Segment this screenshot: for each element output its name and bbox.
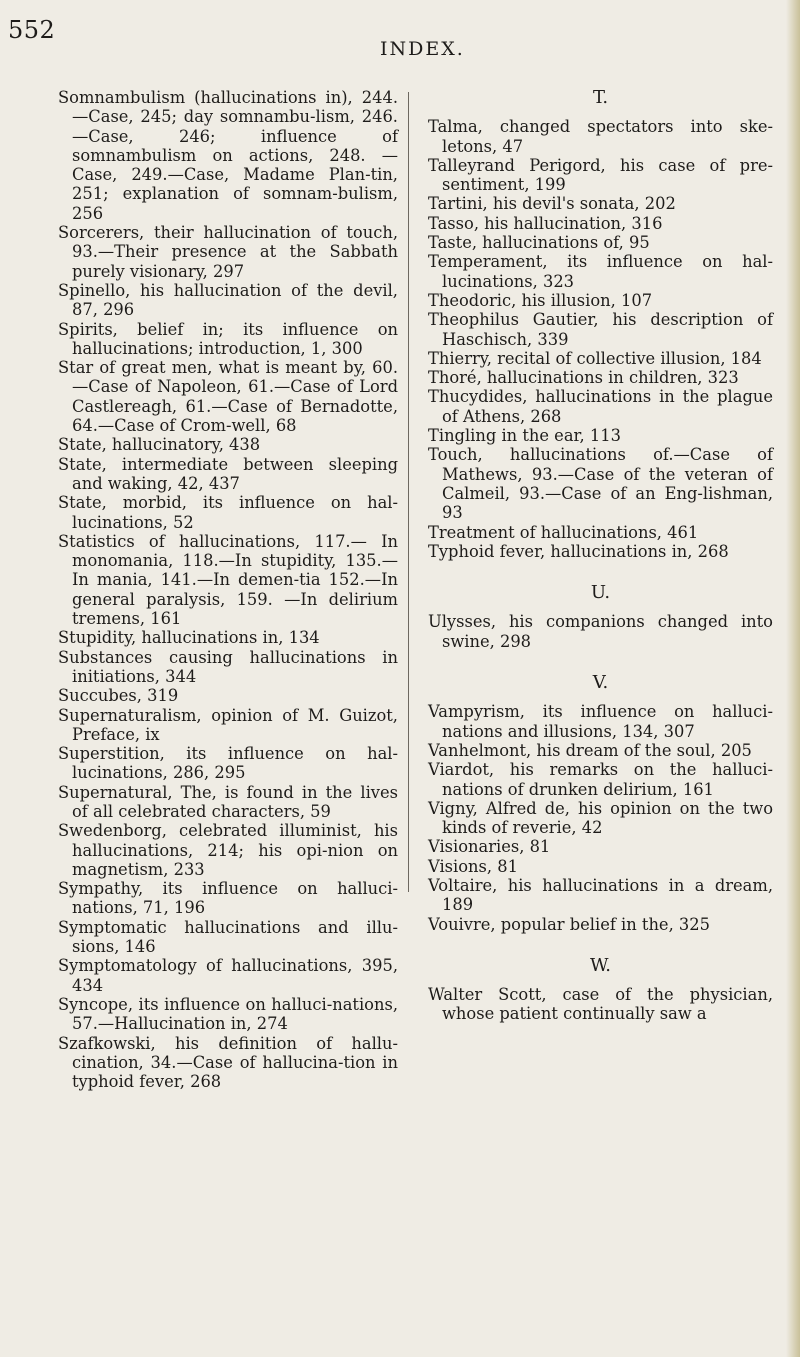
index-entry: Treatment of hallucinations, 461 [428, 522, 699, 542]
index-entry: Symptomatology of hallucinations, 395, 434 [58, 956, 398, 995]
index-entry: Szafkowski, his definition of hallu-cination, 34.—Case of hallucina-tion in typhoid fever, 268 [58, 1033, 398, 1092]
index-entry: Vigny, Alfred de, his opinion on the two kinds of reverie, 42 [428, 798, 773, 838]
index-entry: Tasso, his hallucination, 316 [428, 213, 663, 233]
index-entry: State, hallucinatory, 438 [58, 435, 261, 455]
index-entry: Vampyrism, its influence on halluci-nations and illusions, 134, 307 [428, 702, 773, 741]
page-edge [786, 0, 800, 1357]
index-entry: Star of great men, what is meant by, 60.—Case of Napoleon, 61.—Case of Lord Castlereagh, 61.—Case of Bernadotte, 64.—Case of Crom-well, 68 [58, 358, 398, 436]
index-entry: Vouivre, popular belief in the, 325 [428, 914, 710, 934]
index-entry: Touch, hallucinations of.—Case of Mathews, 93.—Case of the veteran of Calmeil, 93.—Case of an Eng-lishman, 93 [428, 445, 773, 523]
index-entry: Taste, hallucinations of, 95 [428, 233, 650, 253]
index-entry: Ulysses, his companions changed into swine, 298 [428, 612, 773, 651]
index-entry: Supernaturalism, opinion of M. Guizot, Preface, ix [58, 705, 398, 744]
left-column [58, 88, 398, 1091]
column-divider [408, 92, 409, 892]
index-entry: Vanhelmont, his dream of the soul, 205 [428, 740, 752, 760]
index-entry: Superstition, its influence on hal-lucinations, 286, 295 [58, 744, 398, 783]
right-column [428, 88, 773, 1024]
index-entry: Tingling in the ear, 113 [428, 426, 621, 446]
index-entry: Visions, 81 [428, 856, 518, 876]
index-entry: Somnambulism (hallucinations in), 244.—Case, 245; day somnambu-lism, 246.—Case, 246; influence of somnambulism on actions, 248. —Case, 249.—Case, Madame Plan-tin, 251; explanation of somnam-bulism, 256 [58, 88, 398, 223]
index-entry: State, morbid, its influence on hal-lucinations, 52 [58, 493, 398, 532]
index-entry: Symptomatic hallucinations and illu-sions, 146 [58, 917, 398, 957]
index-entry: State, intermediate between sleeping and waking, 42, 437 [58, 454, 398, 493]
index-entry: Thoré, hallucinations in children, 323 [428, 368, 739, 388]
index-entry: Thierry, recital of collective illusion, 184 [428, 348, 762, 368]
index-entry: Sympathy, its influence on halluci-nations, 71, 196 [58, 879, 398, 918]
index-entry: Succubes, 319 [58, 686, 179, 706]
index-entry: Statistics of hallucinations, 117.— In monomania, 118.—In stupidity, 135.—In mania, 141.—In demen-tia 152.—In general paralysis, 159. —In delirium tremens, 161 [58, 531, 398, 629]
index-entry: Spinello, his hallucination of the devil, 87, 296 [58, 280, 398, 320]
index-entry: Visionaries, 81 [428, 837, 551, 857]
index-entry: Theophilus Gautier, his description of Haschisch, 339 [428, 310, 773, 349]
index-entry: Talleyrand Perigord, his case of pre-sentiment, 199 [428, 155, 773, 195]
index-entry: Substances causing hallucinations in initiations, 344 [58, 647, 398, 686]
section-letter: T. [592, 87, 609, 108]
index-entry: Stupidity, hallucinations in, 134 [58, 628, 320, 648]
page-number: 552 [8, 16, 56, 44]
section-letter: W. [589, 954, 612, 976]
index-entry: Theodoric, his illusion, 107 [428, 290, 653, 310]
index-entry: Temperament, its influence on hal-lucinations, 323 [428, 252, 773, 291]
index-entry: Sorcerers, their hallucination of touch, 93.—Their presence at the Sabbath purely visionary, 297 [58, 223, 398, 281]
running-head: INDEX. [380, 38, 465, 60]
index-entry: Syncope, its influence on halluci-nations, 57.—Hallucination in, 274 [58, 994, 398, 1034]
index-entry: Supernatural, The, is found in the lives of all celebrated characters, 59 [58, 782, 398, 821]
index-entry: Typhoid fever, hallucinations in, 268 [428, 541, 729, 561]
index-entry: Voltaire, his hallucinations in a dream, 189 [428, 875, 773, 915]
index-entry: Spirits, belief in; its influence on hallucinations; introduction, 1, 300 [58, 319, 398, 358]
index-entry: Walter Scott, case of the physician, whose patient continually saw a [428, 985, 773, 1024]
section-letter: V. [592, 672, 609, 694]
index-entry: Talma, changed spectators into ske-letons, 47 [428, 117, 773, 156]
index-entry: Swedenborg, celebrated illuminist, his hallucinations, 214; his opi-nion on magnetism, 233 [58, 821, 398, 879]
index-entry: Tartini, his devil's sonata, 202 [428, 194, 676, 214]
section-letter: U. [590, 582, 611, 604]
index-entry: Viardot, his remarks on the halluci-nations of drunken delirium, 161 [428, 760, 773, 799]
index-entry: Thucydides, hallucinations in the plague of Athens, 268 [428, 387, 773, 426]
